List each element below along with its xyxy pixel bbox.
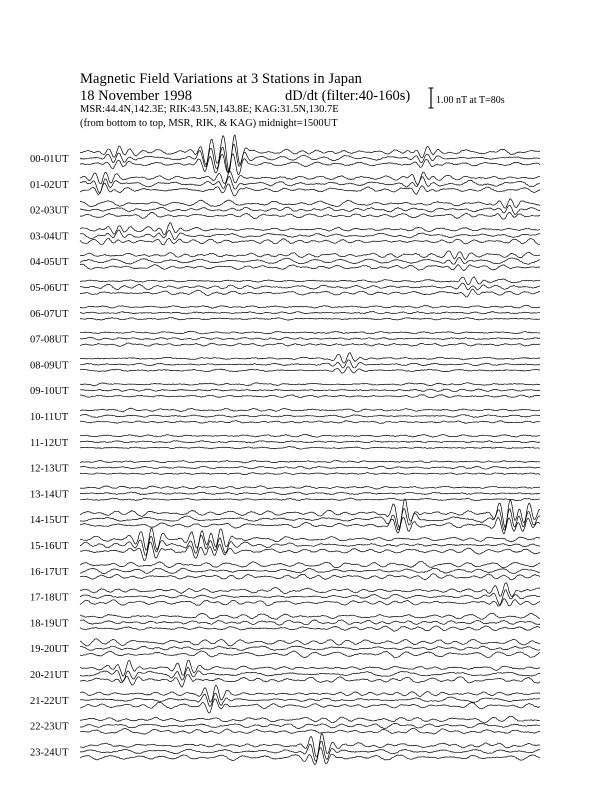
- hour-label: 13-14UT: [30, 489, 69, 501]
- hour-label: 23-24UT: [30, 747, 69, 759]
- station-trace-kag: [80, 223, 540, 235]
- station-trace-kag: [80, 639, 540, 646]
- station-trace-kag: [80, 305, 540, 308]
- hour-label: 22-23UT: [30, 721, 69, 733]
- station-trace-msr: [80, 574, 540, 580]
- station-trace-kag: [80, 561, 540, 567]
- station-trace-msr: [80, 264, 540, 270]
- scale-bar-icon: [428, 87, 434, 109]
- station-trace-rik: [80, 646, 540, 650]
- station-order-note: (from bottom to top, MSR, RIK, & KAG) midnight=1500UT: [80, 118, 338, 129]
- station-trace-msr: [80, 343, 540, 346]
- station-trace-msr: [80, 651, 540, 658]
- station-trace-kag: [80, 486, 540, 489]
- station-trace-msr: [80, 395, 540, 398]
- hour-label: 09-10UT: [30, 386, 69, 398]
- hour-label: 19-20UT: [30, 644, 69, 656]
- station-trace-kag: [80, 408, 540, 412]
- station-trace-kag: [80, 716, 540, 723]
- station-trace-msr: [80, 498, 540, 501]
- filter-label: dD/dt (filter:40-160s): [285, 88, 411, 104]
- hour-label: 20-21UT: [30, 670, 69, 681]
- station-trace-msr: [80, 728, 540, 734]
- station-trace-rik: [80, 590, 540, 605]
- station-trace-kag: [80, 460, 540, 463]
- hour-label: 12-13UT: [30, 463, 69, 475]
- station-trace-kag: [80, 135, 540, 172]
- hour-label: 21-22UT: [30, 695, 69, 707]
- station-trace-msr: [80, 183, 540, 196]
- hour-label: 17-18UT: [30, 592, 69, 604]
- station-trace-rik: [80, 360, 540, 368]
- station-trace-kag: [80, 251, 540, 260]
- station-trace-msr: [80, 599, 540, 606]
- station-trace-kag: [80, 434, 540, 437]
- station-trace-msr: [80, 421, 540, 424]
- station-trace-rik: [80, 568, 540, 574]
- station-trace-kag: [80, 277, 540, 285]
- hour-label: 01-02UT: [30, 179, 69, 191]
- station-trace-rik: [80, 441, 540, 443]
- hour-label: 16-17UT: [30, 566, 69, 578]
- hour-label: 18-19UT: [30, 618, 69, 630]
- station-trace-rik: [80, 205, 540, 214]
- station-trace-msr: [80, 238, 540, 245]
- station-trace-kag: [80, 583, 540, 597]
- station-trace-msr: [80, 675, 540, 688]
- station-trace-msr: [80, 626, 540, 631]
- hour-label: 05-06UT: [30, 283, 69, 294]
- hour-label: 04-05UT: [30, 257, 69, 269]
- hour-label: 10-11UT: [30, 412, 69, 423]
- station-trace-msr: [80, 472, 540, 474]
- hour-label: 07-08UT: [30, 334, 69, 346]
- station-trace-rik: [80, 230, 540, 240]
- hour-label: 11-12UT: [30, 437, 69, 449]
- station-coordinates: MSR:44.4N,142.3E; RIK:43.5N,143.8E; KAG:31.5N,130.7E: [80, 104, 339, 115]
- station-trace-kag: [80, 331, 540, 334]
- station-trace-rik: [80, 144, 540, 173]
- hour-label: 14-15UT: [30, 515, 69, 527]
- station-trace-rik: [80, 311, 540, 313]
- station-trace-rik: [80, 620, 540, 625]
- scale-label: 1.00 nT at T=80s: [436, 95, 505, 106]
- chart-title: Magnetic Field Variations at 3 Stations in Japan: [80, 71, 363, 87]
- station-trace-kag: [80, 353, 540, 363]
- station-trace-rik: [80, 466, 540, 469]
- chart-date: 18 November 1998: [80, 88, 192, 104]
- station-trace-rik: [80, 337, 540, 340]
- station-trace-kag: [80, 528, 540, 550]
- station-trace-rik: [80, 414, 540, 417]
- station-trace-rik: [80, 258, 540, 265]
- station-trace-kag: [80, 199, 540, 208]
- station-trace-msr: [80, 212, 540, 219]
- station-trace-kag: [80, 383, 540, 386]
- station-trace-msr: [80, 699, 540, 713]
- station-trace-msr: [80, 289, 540, 297]
- station-trace-kag: [80, 733, 540, 756]
- station-trace-rik: [80, 389, 540, 392]
- hour-label: 06-07UT: [30, 308, 69, 320]
- hour-label: 08-09UT: [30, 360, 69, 372]
- station-trace-kag: [80, 499, 540, 528]
- hour-label: 00-01UT: [30, 154, 69, 165]
- station-trace-rik: [80, 723, 540, 728]
- station-trace-rik: [80, 667, 540, 681]
- station-trace-rik: [80, 283, 540, 290]
- hour-label: 02-03UT: [30, 205, 69, 217]
- hour-label: 15-16UT: [30, 541, 69, 552]
- hour-label: 03-04UT: [30, 231, 69, 243]
- chart-date-line: [80, 88, 411, 105]
- station-trace-msr: [80, 318, 540, 321]
- station-trace-kag: [80, 171, 540, 185]
- station-trace-msr: [80, 367, 540, 373]
- station-trace-rik: [80, 492, 540, 495]
- station-trace-msr: [80, 447, 540, 450]
- station-trace-kag: [80, 660, 540, 676]
- station-trace-kag: [80, 613, 540, 619]
